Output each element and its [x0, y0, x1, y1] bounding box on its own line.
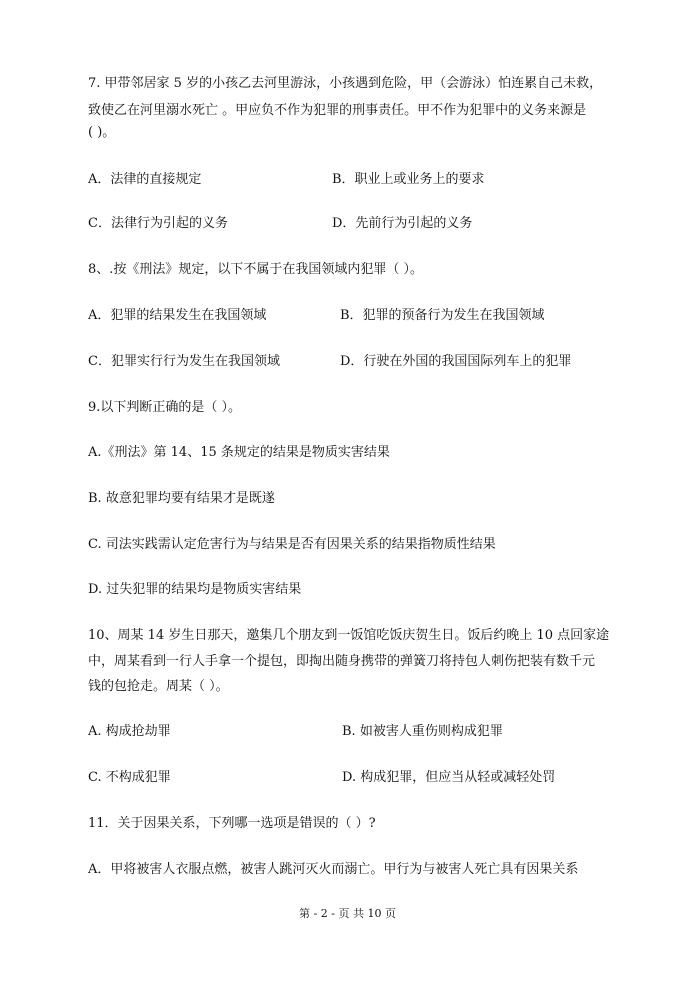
q7-stem-line2: 致使乙在河里溺水死亡 。甲应负不作为犯罪的刑事责任。甲不作为犯罪中的义务来源是	[88, 103, 587, 118]
q7-option-d: D．先前行为引起的义务	[332, 216, 473, 231]
q10-option-b: B. 如被害人重伤则构成犯罪	[342, 724, 503, 739]
q9-option-b: B. 故意犯罪均要有结果才是既遂	[88, 491, 275, 506]
q10-stem-line2: 中，周某看到一行人手拿一个提包，即掏出随身携带的弹簧刀将持包人刺伤把装有数千元	[88, 654, 596, 669]
q10-stem-line3: 钱的包抢走。周某（ ）。	[88, 679, 229, 694]
q8-option-a: A．犯罪的结果发生在我国领域	[88, 308, 267, 323]
q11-stem: 11．关于因果关系，下列哪一选项是错误的（ ）?	[88, 816, 376, 831]
q7-option-a: A．法律的直接规定	[88, 172, 202, 187]
q7-option-c: C．法律行为引起的义务	[88, 216, 228, 231]
q10-stem-line1: 10、周某 14 岁生日那天，邀集几个朋友到一饭馆吃饭庆贺生日。饭后约晚上 10 点回家途	[88, 628, 610, 643]
q11-option-a: A．甲将被害人衣服点燃，被害人跳河灭火而溺亡。甲行为与被害人死亡具有因果关系	[88, 862, 579, 877]
q8-option-c: C．犯罪实行行为发生在我国领域	[88, 354, 280, 369]
q10-option-a: A. 构成抢劫罪	[88, 724, 171, 739]
q8-option-b: B．犯罪的预备行为发生在我国领域	[340, 308, 545, 323]
q7-stem-line1: 7. 甲带邻居家 5 岁的小孩乙去河里游泳，小孩遇到危险，甲（会游泳）怕连累自己未救，	[88, 76, 603, 91]
q10-option-c: C. 不构成犯罪	[88, 770, 171, 785]
q9-stem: 9.以下判断正确的是（ ）。	[88, 400, 242, 415]
q9-option-a: A.《刑法》第 14、15 条规定的结果是物质实害结果	[88, 445, 390, 460]
q9-option-c: C. 司法实践需认定危害行为与结果是否有因果关系的结果指物质性结果	[88, 537, 496, 552]
q8-stem: 8、.按《刑法》规定，以下不属于在我国领域内犯罪（ ）。	[88, 262, 424, 277]
q10-option-d: D. 构成犯罪，但应当从轻或减轻处罚	[342, 770, 556, 785]
q7-option-b: B．职业上或业务上的要求	[332, 172, 485, 187]
q7-stem-line3: ( )。	[88, 125, 116, 140]
q8-option-d: D．行驶在外国的我国国际列车上的犯罪	[340, 354, 572, 369]
page-footer: 第 - 2 - 页 共 10 页	[299, 907, 396, 920]
q9-option-d: D. 过失犯罪的结果均是物质实害结果	[88, 582, 302, 597]
